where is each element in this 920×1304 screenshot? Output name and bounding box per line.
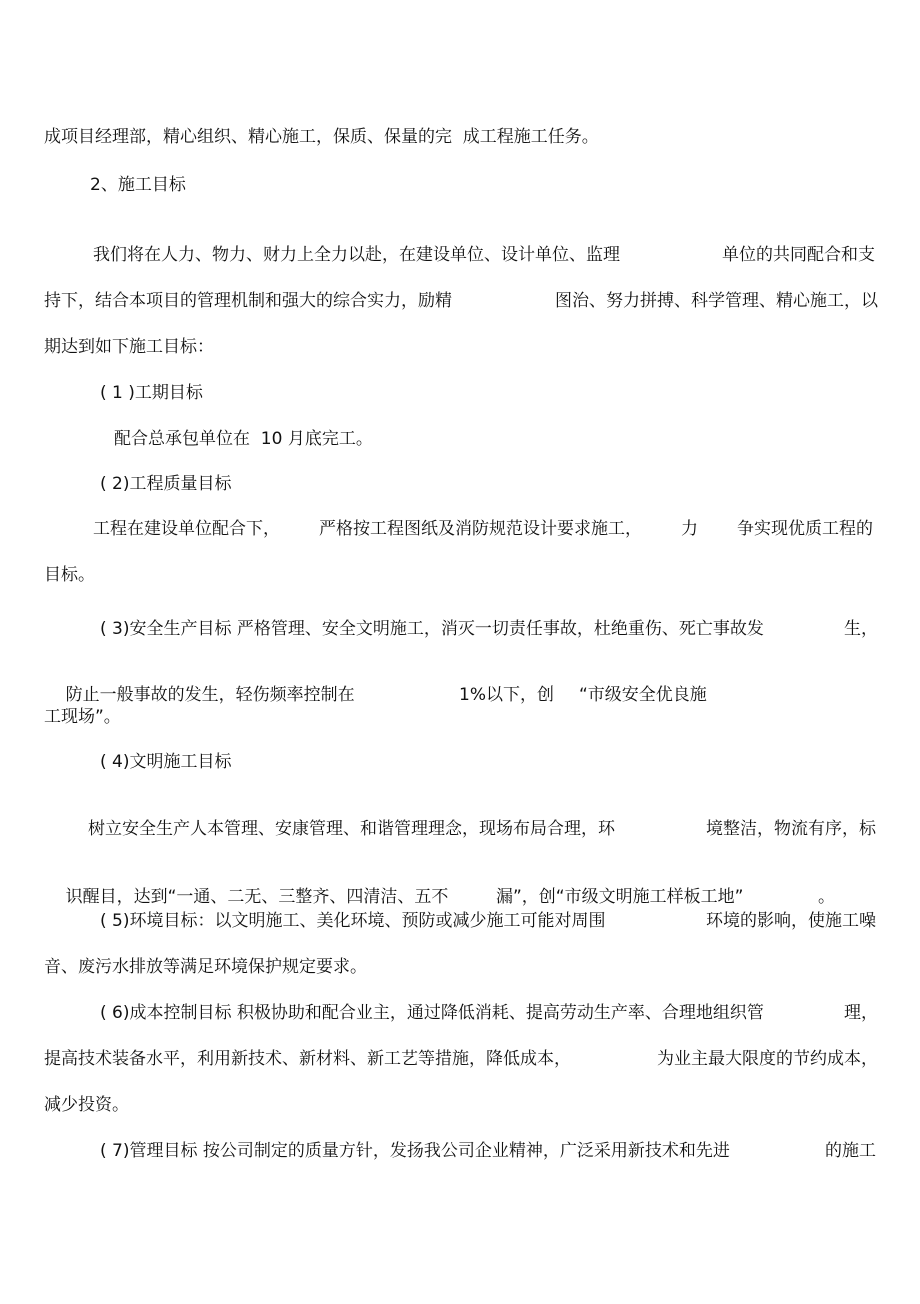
text-line: 目标。 [44,565,95,585]
text-line: 音、废污水排放等满足环境保护规定要求。 [44,957,367,977]
text-line: 提高技术装备水平，利用新技术、新材料、新工艺等措施，降低成本， 为业主最大限度的节约成本， [44,1049,878,1069]
text-line: 识醒目，达到“一通、二无、三整齐、四清洁、五不 漏”，创“市级文明施工样板工地” 。 [65,887,835,907]
text-line: ( 7)管理目标 按公司制定的质量方针，发扬我公司企业精神，广泛采用新技术和先进 的施工 [100,1141,876,1161]
text-line: 持下，结合本项目的管理机制和强大的综合实力，励精 图治、努力拼搏、科学管理、精心施工，以 [44,291,878,311]
text-line: ( 5)环境目标：以文明施工、美化环境、预防或减少施工可能对周围 环境的影响，使施工噪 [100,911,876,931]
text-line: 树立安全生产人本管理、安康管理、和谐管理理念，现场布局合理，环 境整洁，物流有序，标 [88,819,876,839]
text-line: 配合总承包单位在 10 月底完工。 [114,429,373,449]
subheading: ( 4)文明施工目标 [100,752,232,772]
text-line: 工程在建设单位配合下， 严格按工程图纸及消防规范设计要求施工， 力 争实现优质工程的 [93,519,873,539]
section-heading: 2、施工目标 [90,175,186,195]
text-line: ( 3)安全生产目标 严格管理、安全文明施工，消灭一切责任事故，杜绝重伤、死亡事故发 生， [100,619,878,639]
text-line: 我们将在人力、物力、财力上全力以赴，在建设单位、设计单位、监理 单位的共同配合和支 [93,245,875,265]
text-line: 工现场”。 [44,707,121,727]
text-line: 防止一般事故的发生，轻伤频率控制在 1%以下，创 “市级安全优良施 [65,685,707,705]
text-line: 成项目经理部，精心组织、精心施工，保质、保量的完 成工程施工任务。 [44,127,599,147]
text-line: ( 6)成本控制目标 积极协助和配合业主，通过降低消耗、提高劳动生产率、合理地组织管 理， [100,1003,878,1023]
subheading: ( 1 )工期目标 [100,383,203,403]
subheading: ( 2)工程质量目标 [100,474,232,494]
text-line: 期达到如下施工目标： [44,337,214,357]
text-line: 减少投资。 [44,1095,129,1115]
